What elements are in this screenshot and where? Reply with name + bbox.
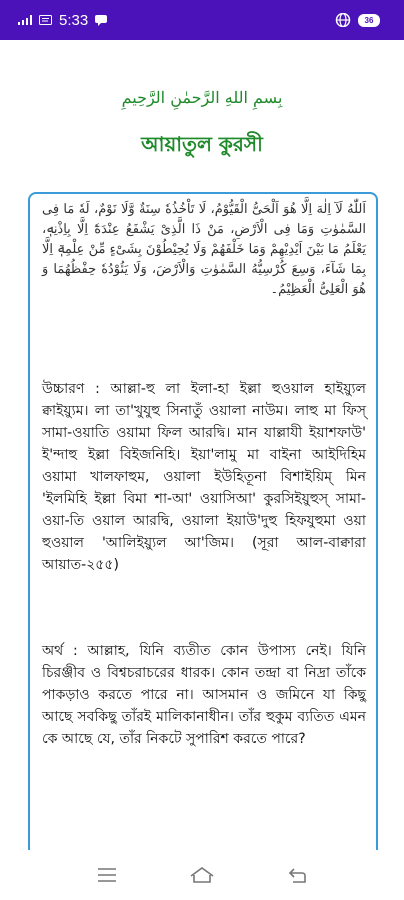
status-time: 5:33 — [59, 11, 89, 29]
status-bar — [0, 0, 404, 40]
pronunciation-text: উচ্চারণ : আল্লা-হু লা ইলা-হা ইল্লা হুওয়াল হাইয়্যুল ক্বাইয়্যুম। লা তা'খুযুহু সিনাতুঁ ওয়ালা নাউম। লাহু মা ফিস্ সামা-ওয়াতি ওয়ামা ফিল আরদ্বি। মান যাল্লাযী ইয়াশফাউ' ই'ন্দাহু ইল্লা বিইজনিহি। ইয়া'লামু মা বাইনা আইদিহিম ওয়ামা খালফাহুম, ওয়ালা ইউহিতূনা বিশাইয়িম্ মিন 'ইলমিহি ইল্লা বিমা শা-আ' ওয়াসিআ' কুরসিইয়ুহুস্ সামা-ওয়া-তি ওয়াল আরদ্বি, ওয়ালা ইয়াউ'দুহু হিফযুহুমা ওয়া হুওয়াল 'আলিইয়্যুল আ'জিম। (সূরা আল-বাক্বারা আয়াত-২৫৫) — [42, 381, 366, 573]
bismillah-text: بِسمِ اللهِ الرَّحمٰنِ الرَّحِيمِ — [121, 88, 283, 107]
status-left — [18, 12, 107, 29]
status-right — [335, 13, 380, 27]
verse-card[interactable] — [28, 192, 378, 892]
arabic-verse: اَللّٰهُ لَآ اِلٰهَ اِلَّا هُوَ اَلْحَیُّ الْقَیُّوْمُ، لَا تَاْخُذُهٗ سِنَةٌ وَّلَا نَوْمٌ، لَهٗ مَا فِی السَّمٰوٰتِ وَمَا فِی الْاَرْضِ، مَنْ ذَا الَّذِیْ یَشْفَعُ عِنْدَهٗٓ اِلَّا بِاِذْنِهٖ، یَعْلَمُ مَا بَیْنَ اَیْدِیْهِمْ وَمَا خَلْفَهُمْ وَلَا یُحِیْطُوْنَ بِشَیْءٍ مِّنْ عِلْمِهٖٓ اِلَّا بِمَا شَآءَ، وَسِعَ كُرْسِیُّهُ السَّمٰوٰتِ وَالْاَرْضَ، وَلَا یَئُوْدُهٗ حِفْظُهُمَا وَ هُوَ الْعَلِیُّ الْعَظِیْمُ۔ — [42, 202, 366, 297]
signal-icon — [18, 15, 32, 25]
menu-lines-icon[interactable] — [87, 860, 127, 890]
notification-icon — [39, 15, 52, 25]
wifi-icon — [335, 13, 351, 27]
battery-icon: 36 — [358, 14, 380, 27]
page-title: আয়াতুল কুরসী — [141, 132, 263, 156]
message-icon — [95, 15, 107, 26]
back-icon[interactable] — [277, 860, 317, 890]
navigation-bar — [0, 850, 404, 900]
meaning-text: অর্থ : আল্লাহ, যিনি ব্যতীত কোন উপাস্য নেই। যিনি চিরঞ্জীব ও বিশ্বচরাচরের ধারক। কোন তন্দ্রা বা নিদ্রা তাঁকে পাকড়াও করতে পারে না। আসমান ও জমিনে যা কিছু আছে সবকিছু তাঁরই মালিকানাধীন। তাঁর হুকুম ব্যতিত এমন কে আছে যে, তাঁর নিকটে সুপারিশ করতে পারে? — [42, 643, 366, 747]
home-icon[interactable] — [182, 860, 222, 890]
